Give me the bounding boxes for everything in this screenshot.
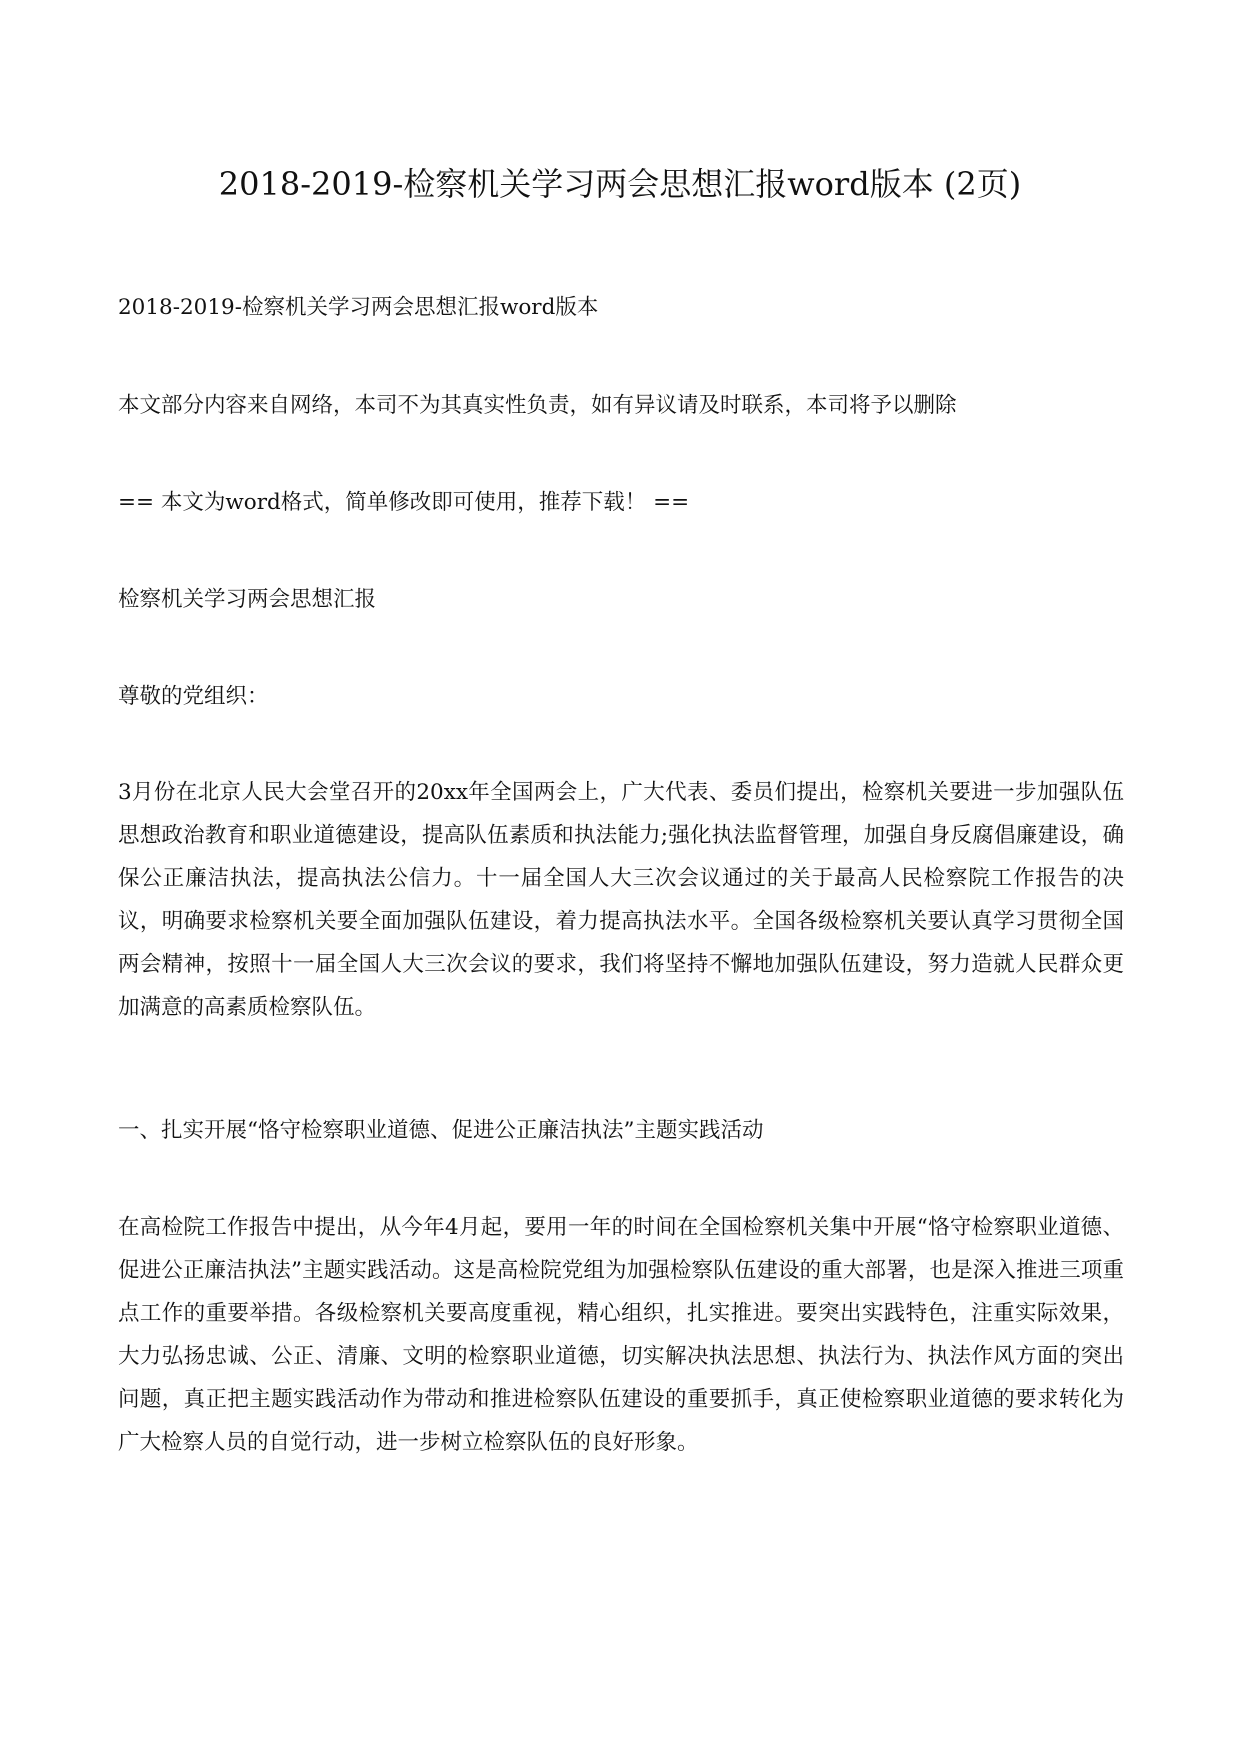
body-paragraph: 在高检院工作报告中提出，从今年4月起，要用一年的时间在全国检察机关集中开展“恪守检察职业道德、促进公正廉洁执法”主题实践活动。这是高检院党组为加强检察队伍建设的重大部署，也是深入推进三项重点工作的重要举措。各级检察机关要高度重视，精心组织，扎实推进。要突出实践特色，注重实际效果，大力弘扬忠诚、公正、清廉、文明的检察职业道德，切实解决执法思想、执法行为、执法作风方面的突出问题，真正把主题实践活动作为带动和推进检察队伍建设的重要抓手，真正使检察职业道德的要求转化为广大检察人员的自觉行动，进一步树立检察队伍的良好形象。 xyxy=(118,1215,1124,1455)
salutation: 尊敬的党组织： xyxy=(118,684,269,709)
body-paragraph: 3月份在北京人民大会堂召开的20xx年全国两会上，广大代表、委员们提出，检察机关要进一步加强队伍思想政治教育和职业道德建设，提高队伍素质和执法能力;强化执法监督管理，加强自身反腐倡廉建设，确保公正廉洁执法，提高执法公信力。十一届全国人大三次会议通过的关于最高人民检察院工作报告的决议，明确要求检察机关要全面加强队伍建设，着力提高执法水平。全国各级检察机关要认真学习贯彻全国两会精神，按照十一届全国人大三次会议的要求，我们将坚持不懈地加强队伍建设，努力造就人民群众更加满意的高素质检察队伍。 xyxy=(118,780,1124,1020)
subtitle-paragraph: 2018-2019-检察机关学习两会思想汇报word版本 xyxy=(118,295,599,320)
document-title: 2018-2019-检察机关学习两会思想汇报word版本 (2页) xyxy=(218,165,1022,203)
report-heading: 检察机关学习两会思想汇报 xyxy=(118,587,377,612)
format-note-paragraph: == 本文为word格式，简单修改即可使用，推荐下载！ == xyxy=(118,490,690,515)
section-heading: 一、扎实开展“恪守检察职业道德、促进公正廉洁执法”主题实践活动 xyxy=(118,1118,764,1143)
disclaimer-paragraph: 本文部分内容来自网络，本司不为其真实性负责，如有异议请及时联系，本司将予以删除 xyxy=(118,393,957,418)
